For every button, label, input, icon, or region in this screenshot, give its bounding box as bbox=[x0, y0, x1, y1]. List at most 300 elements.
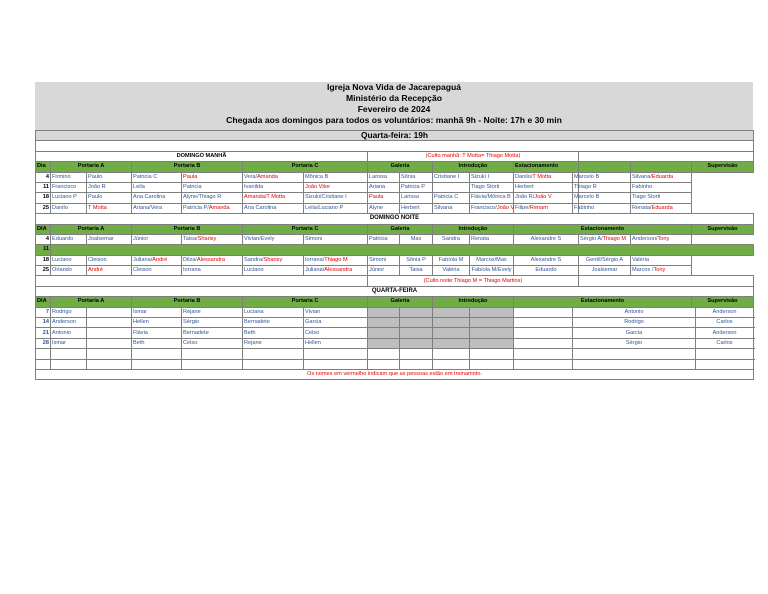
empty-cell bbox=[514, 359, 573, 369]
cell-text: Bernadete bbox=[244, 319, 270, 326]
cell-text: Anderson bbox=[52, 319, 76, 326]
name-cell bbox=[514, 318, 573, 328]
table-row bbox=[36, 266, 754, 276]
cell-text: Luciano P bbox=[52, 194, 77, 201]
table-cell bbox=[433, 297, 514, 307]
cell-text: Sandra/ bbox=[244, 256, 264, 263]
empty-cell bbox=[696, 359, 754, 369]
cell-text: Bernadete bbox=[183, 329, 209, 336]
cell-text: Juliana/ bbox=[305, 267, 325, 274]
cell-text: (Culto noite:Thiago M = Thiago Martins) bbox=[423, 277, 523, 284]
name-cell bbox=[51, 234, 87, 244]
empty-cell bbox=[433, 349, 470, 359]
name-cell bbox=[87, 203, 132, 213]
table-row bbox=[36, 297, 754, 307]
name-cell bbox=[182, 318, 243, 328]
cell-text: Ariana bbox=[369, 184, 386, 191]
empty-cell bbox=[368, 359, 400, 369]
arrival-time-note: Chegada aos domingos para todos os voluntários: manhã 9h - Noite: 17h e 30 min bbox=[226, 115, 562, 125]
cell-text: Silvana bbox=[434, 204, 453, 211]
cell-text: Paulo bbox=[88, 194, 103, 201]
empty-cell bbox=[51, 359, 87, 369]
cell-text: Patricia bbox=[183, 184, 202, 191]
cell-text: Firmino bbox=[52, 173, 71, 180]
name-cell bbox=[433, 266, 470, 276]
cell-text: Rejane bbox=[244, 339, 262, 346]
name-cell bbox=[573, 203, 595, 213]
cell-text: Herbert bbox=[401, 204, 420, 211]
name-cell bbox=[368, 338, 400, 348]
name-cell bbox=[182, 338, 243, 348]
empty-cell bbox=[132, 349, 182, 359]
name-cell bbox=[470, 182, 514, 192]
table-cell bbox=[514, 224, 692, 234]
cell-text: Hellen bbox=[305, 339, 321, 346]
name-cell bbox=[243, 338, 304, 348]
cell-text: DIA bbox=[37, 298, 47, 305]
cell-text: Renata/ bbox=[632, 204, 652, 211]
cell-text: 21 bbox=[42, 329, 49, 336]
name-cell bbox=[514, 307, 573, 317]
cell-text: Luciano bbox=[244, 267, 264, 274]
cell-text: Sônia P bbox=[406, 256, 426, 263]
cell-text: Rodrigo bbox=[624, 319, 644, 326]
cell-text: Cleison bbox=[88, 256, 107, 263]
cell-text: Portaria B bbox=[173, 163, 201, 170]
cell-text: Sérgio A/ bbox=[580, 236, 603, 242]
cell-text: Garcia bbox=[305, 319, 322, 326]
name-cell bbox=[87, 172, 132, 182]
table-row bbox=[36, 214, 754, 224]
cell-text: Francisco/ bbox=[471, 204, 497, 211]
cell-text: Flávia/Mônica B bbox=[471, 194, 511, 201]
table-row bbox=[36, 245, 754, 255]
empty-cell bbox=[87, 349, 132, 359]
cell-text: Tony bbox=[653, 267, 666, 274]
cell-text: Ana Carolina bbox=[244, 204, 277, 211]
name-cell bbox=[400, 266, 433, 276]
cell-text: 7 bbox=[45, 308, 49, 315]
name-cell bbox=[243, 182, 304, 192]
name-cell bbox=[573, 318, 696, 328]
cell-text: Orlando bbox=[52, 267, 72, 274]
name-cell bbox=[573, 172, 600, 182]
name-cell bbox=[400, 203, 433, 213]
cell-text: Paula bbox=[369, 194, 384, 201]
name-cell bbox=[400, 307, 433, 317]
name-cell bbox=[433, 234, 470, 244]
empty-cell bbox=[400, 359, 433, 369]
name-cell bbox=[573, 328, 696, 338]
empty-cell bbox=[400, 349, 433, 359]
cell-text: Vivian/Evely bbox=[244, 236, 275, 242]
table-cell bbox=[51, 297, 132, 307]
table-cell bbox=[36, 286, 754, 296]
name-cell bbox=[304, 307, 368, 317]
name-cell bbox=[433, 255, 470, 265]
name-cell bbox=[514, 266, 579, 276]
cell-text: Larissa bbox=[369, 173, 388, 180]
name-cell bbox=[36, 318, 51, 328]
cell-text: Cleison bbox=[133, 267, 152, 274]
cell-text: João Vitor bbox=[305, 184, 331, 191]
name-cell bbox=[304, 266, 368, 276]
name-cell bbox=[470, 338, 514, 348]
name-cell bbox=[470, 328, 514, 338]
cell-text: Danilo bbox=[52, 204, 68, 211]
day-cell: 25 bbox=[36, 203, 51, 213]
name-cell bbox=[514, 182, 573, 192]
name-cell bbox=[433, 328, 470, 338]
cell-text: Tony bbox=[657, 236, 670, 242]
table-row bbox=[36, 203, 754, 213]
cell-text: Alessandra bbox=[197, 256, 225, 263]
name-cell bbox=[304, 203, 368, 213]
name-cell bbox=[132, 193, 182, 203]
table-cell bbox=[36, 297, 51, 307]
cell-text: Renam bbox=[529, 204, 548, 211]
empty-cell bbox=[696, 349, 754, 359]
name-cell bbox=[51, 266, 87, 276]
table-row bbox=[36, 276, 754, 286]
name-cell bbox=[470, 234, 514, 244]
cell-text: Estacionamento bbox=[580, 298, 625, 305]
cell-text: Carlos bbox=[716, 339, 733, 346]
name-cell bbox=[51, 328, 87, 338]
table-row bbox=[36, 234, 754, 244]
cell-text: João V bbox=[496, 204, 515, 211]
cell-text: Introdução bbox=[458, 163, 488, 170]
name-cell bbox=[304, 234, 368, 244]
name-cell bbox=[51, 193, 87, 203]
name-cell bbox=[243, 203, 304, 213]
cell-text: Portaria B bbox=[173, 225, 201, 232]
table-row bbox=[36, 318, 754, 328]
empty-cell bbox=[573, 349, 696, 359]
cell-text: Portaria C bbox=[291, 163, 319, 170]
cell-text: Celso bbox=[305, 329, 320, 336]
cell-text: Marcelo B bbox=[574, 173, 600, 180]
name-cell bbox=[243, 172, 304, 182]
table-row bbox=[36, 224, 754, 234]
cell-text: Alexandre S bbox=[530, 256, 562, 263]
name-cell bbox=[579, 266, 631, 276]
table-cell bbox=[243, 224, 368, 234]
cell-text: André bbox=[152, 256, 168, 263]
cell-text: Celso bbox=[183, 339, 198, 346]
cell-text: Antonio bbox=[52, 329, 71, 336]
name-cell bbox=[573, 307, 696, 317]
cell-text: Mônica B bbox=[305, 173, 329, 180]
cell-text: Thiago R bbox=[574, 184, 597, 191]
cell-text: Portaria B bbox=[173, 298, 201, 305]
day-cell: 18 bbox=[36, 193, 51, 203]
day-cell: 18 bbox=[36, 255, 51, 265]
cell-text: Rodrigo bbox=[52, 308, 72, 315]
cell-text: Dilza/ bbox=[183, 256, 197, 263]
cell-text: Vivian bbox=[305, 308, 321, 315]
cell-text: Garcia bbox=[625, 329, 643, 336]
name-cell bbox=[433, 203, 470, 213]
name-cell bbox=[51, 318, 87, 328]
name-cell bbox=[368, 328, 400, 338]
name-cell bbox=[132, 172, 182, 182]
table-cell bbox=[368, 162, 433, 172]
empty-cell bbox=[573, 359, 696, 369]
cell-text: Max bbox=[410, 236, 422, 242]
cell-text: Valéria bbox=[632, 256, 649, 263]
name-cell bbox=[304, 172, 368, 182]
name-cell bbox=[368, 234, 400, 244]
cell-text: Ivanilda bbox=[244, 184, 264, 191]
cell-text: Sônia bbox=[401, 173, 416, 180]
name-cell bbox=[182, 203, 243, 213]
name-cell bbox=[631, 234, 692, 244]
cell-text: Alyne bbox=[369, 204, 383, 211]
name-cell bbox=[573, 193, 600, 203]
name-cell bbox=[470, 266, 514, 276]
cell-text: Leila/Luciano P bbox=[305, 204, 344, 211]
cell-text: Ismar bbox=[52, 339, 66, 346]
table-cell bbox=[36, 151, 368, 161]
cell-text: Amanda bbox=[257, 173, 278, 180]
cell-text: Tiago Storti bbox=[632, 194, 661, 201]
cell-text: Ismar bbox=[133, 308, 147, 315]
cell-text: DIA bbox=[37, 225, 47, 232]
name-cell bbox=[132, 338, 182, 348]
cell-text: Marcos/Max bbox=[476, 256, 507, 263]
cell-text: Taisa/ bbox=[183, 236, 198, 242]
name-cell bbox=[514, 172, 573, 182]
name-cell bbox=[182, 172, 243, 182]
cell-text: Iorrana/ bbox=[305, 256, 325, 263]
day-cell: 11 bbox=[36, 182, 51, 192]
cell-text: QUARTA-FEIRA bbox=[371, 287, 418, 294]
cell-text: Estacionamento bbox=[580, 225, 625, 232]
name-cell bbox=[514, 338, 573, 348]
cell-text: Sharisy bbox=[263, 256, 283, 263]
table-row bbox=[36, 307, 754, 317]
cell-text: Portaria C bbox=[291, 225, 319, 232]
empty-cell bbox=[304, 349, 368, 359]
cell-text: Estacionamento bbox=[515, 163, 559, 170]
table-cell bbox=[368, 224, 433, 234]
name-cell bbox=[36, 328, 51, 338]
cell-text: Júnior bbox=[133, 236, 149, 242]
name-cell bbox=[433, 307, 470, 317]
name-cell bbox=[470, 172, 514, 182]
table-cell bbox=[631, 162, 692, 172]
cell-text: João V bbox=[534, 194, 552, 201]
cell-text: T Motta bbox=[88, 204, 107, 211]
cell-text: Fabíola M bbox=[438, 256, 464, 263]
table-cell bbox=[692, 224, 754, 234]
table-row bbox=[36, 151, 754, 161]
month-title: Fevereiro de 2024 bbox=[357, 104, 431, 114]
cell-text: Dia bbox=[37, 163, 46, 170]
cell-text: Patricia C bbox=[434, 194, 459, 201]
name-cell bbox=[304, 182, 368, 192]
sheet-header bbox=[35, 82, 753, 130]
table-row bbox=[36, 182, 754, 192]
table-cell bbox=[368, 276, 579, 286]
empty-cell bbox=[304, 359, 368, 369]
table-row bbox=[36, 328, 754, 338]
name-cell bbox=[433, 182, 470, 192]
name-cell bbox=[87, 193, 132, 203]
cell-text: Júnior bbox=[369, 267, 385, 274]
table-cell bbox=[132, 162, 243, 172]
name-cell bbox=[132, 255, 182, 265]
name-cell bbox=[514, 328, 573, 338]
cell-text: Vera/ bbox=[244, 173, 258, 180]
name-cell bbox=[400, 338, 433, 348]
quarta-title: Quarta-feira: 19h bbox=[36, 131, 754, 141]
table-cell bbox=[36, 214, 754, 224]
cell-text: Eduardo bbox=[52, 236, 74, 242]
table-row bbox=[36, 172, 754, 182]
name-cell bbox=[433, 193, 470, 203]
name-cell bbox=[132, 203, 182, 213]
name-cell bbox=[132, 234, 182, 244]
name-cell bbox=[696, 338, 754, 348]
cell-text: Thiago M bbox=[602, 236, 627, 242]
cell-text: Galeria bbox=[390, 225, 410, 232]
cell-text: Introdução bbox=[458, 225, 488, 232]
name-cell bbox=[433, 318, 470, 328]
table-cell bbox=[368, 151, 579, 161]
name-cell bbox=[243, 193, 304, 203]
name-cell bbox=[631, 266, 692, 276]
name-cell bbox=[304, 338, 368, 348]
name-cell bbox=[51, 307, 87, 317]
cell-text: André bbox=[88, 267, 103, 274]
cell-text: Beth bbox=[133, 339, 145, 346]
empty-cell bbox=[36, 349, 51, 359]
cell-text: Sandra bbox=[441, 236, 461, 242]
name-cell bbox=[36, 307, 51, 317]
cell-text: Sharisy bbox=[197, 236, 217, 242]
table-cell bbox=[36, 224, 51, 234]
cell-text: DOMINGO NOITE bbox=[369, 215, 420, 222]
cell-text: Fabinho bbox=[632, 184, 653, 191]
cell-text: Eduarda bbox=[651, 173, 674, 180]
ministry-name: Ministério da Recepção bbox=[346, 93, 442, 103]
table-cell bbox=[433, 224, 514, 234]
cell-text: Patricia C bbox=[133, 173, 158, 180]
cell-text: Gentil/Sérgio A bbox=[585, 256, 624, 263]
name-cell bbox=[243, 266, 304, 276]
name-cell bbox=[132, 328, 182, 338]
name-cell bbox=[433, 172, 470, 182]
empty-cell bbox=[51, 349, 87, 359]
name-cell bbox=[470, 193, 514, 203]
day-cell: 25 bbox=[36, 266, 51, 276]
table-row bbox=[36, 193, 754, 203]
name-cell bbox=[87, 307, 132, 317]
name-cell bbox=[87, 182, 132, 192]
table-row bbox=[36, 162, 754, 172]
name-cell bbox=[400, 182, 433, 192]
table-cell bbox=[514, 297, 692, 307]
empty-cell bbox=[132, 359, 182, 369]
cell-text: Amanda bbox=[208, 204, 230, 211]
cell-text: Portaria A bbox=[77, 225, 105, 232]
cell-text: Antonio bbox=[624, 308, 644, 315]
cell-text: Sizuki/Cristiane I bbox=[305, 194, 347, 201]
name-cell bbox=[182, 193, 243, 203]
name-cell bbox=[573, 182, 597, 192]
name-cell bbox=[400, 193, 433, 203]
name-cell bbox=[243, 234, 304, 244]
name-cell bbox=[573, 338, 696, 348]
cell-text: Paula bbox=[183, 173, 198, 180]
name-cell bbox=[182, 266, 243, 276]
cell-text: Sérgio bbox=[183, 319, 200, 326]
cell-text: Filipe/ bbox=[515, 204, 530, 211]
table-cell bbox=[433, 162, 514, 172]
name-cell bbox=[400, 172, 433, 182]
cell-text: Portaria C bbox=[291, 298, 319, 305]
cell-text: Silvana/ bbox=[632, 173, 652, 180]
table-row bbox=[36, 286, 754, 296]
cell-text: Paulo bbox=[88, 173, 103, 180]
cell-text: Portaria A bbox=[77, 298, 105, 305]
church-name: Igreja Nova Vida de Jacarepaguá bbox=[326, 82, 462, 92]
name-cell bbox=[51, 255, 87, 265]
name-cell bbox=[182, 328, 243, 338]
spreadsheet bbox=[35, 82, 753, 380]
name-cell bbox=[470, 318, 514, 328]
name-cell bbox=[243, 255, 304, 265]
name-cell bbox=[368, 307, 400, 317]
empty-cell bbox=[514, 349, 573, 359]
cell-text: Rejane bbox=[183, 308, 201, 315]
name-cell bbox=[51, 182, 87, 192]
name-cell bbox=[87, 328, 132, 338]
name-cell bbox=[400, 255, 433, 265]
name-cell bbox=[400, 328, 433, 338]
cell-text: Patricia P bbox=[401, 184, 425, 191]
table-cell bbox=[514, 162, 579, 172]
cell-text: Taisa bbox=[409, 267, 423, 274]
name-cell bbox=[579, 255, 631, 265]
table-cell bbox=[132, 224, 243, 234]
name-cell bbox=[87, 234, 132, 244]
table-cell bbox=[132, 297, 243, 307]
name-cell bbox=[87, 255, 132, 265]
name-cell bbox=[182, 182, 243, 192]
cell-text: Francisco bbox=[52, 184, 77, 191]
name-cell bbox=[514, 234, 579, 244]
name-cell bbox=[132, 318, 182, 328]
cell-text: Herbert bbox=[515, 184, 534, 191]
name-cell bbox=[368, 318, 400, 328]
table-row bbox=[36, 338, 754, 348]
table-cell bbox=[692, 162, 754, 172]
name-cell bbox=[470, 203, 514, 213]
empty-cell bbox=[243, 359, 304, 369]
cell-text: Anderson bbox=[712, 329, 737, 336]
name-cell bbox=[470, 255, 514, 265]
cell-text: Ariana/Vera bbox=[133, 204, 163, 211]
name-cell bbox=[304, 318, 368, 328]
cell-text: Carlos bbox=[716, 319, 733, 326]
table-cell bbox=[36, 276, 368, 286]
name-cell bbox=[631, 203, 692, 213]
empty-cell bbox=[243, 349, 304, 359]
table-cell bbox=[51, 162, 132, 172]
